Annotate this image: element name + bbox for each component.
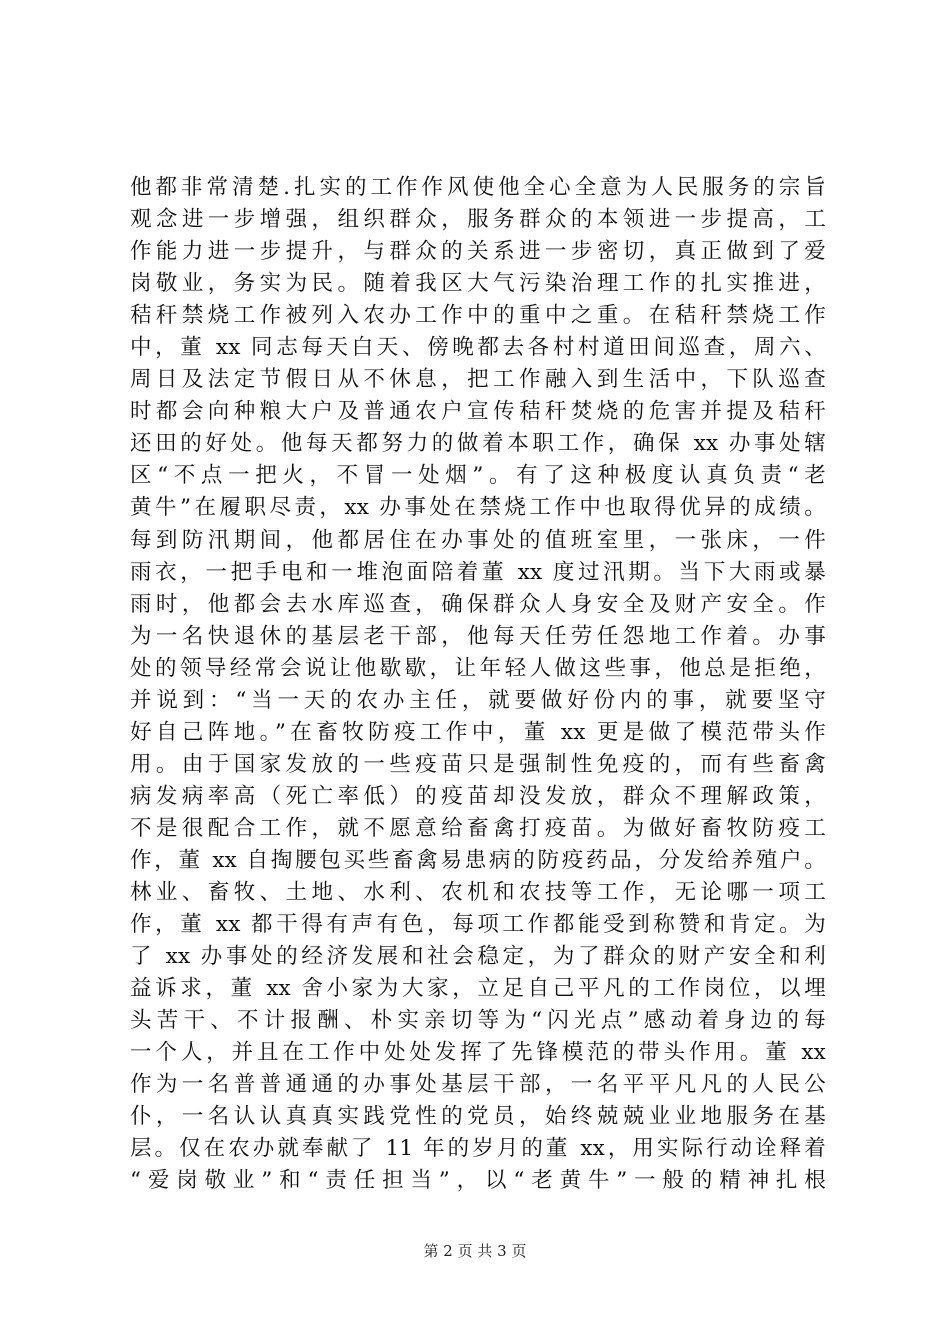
body-line: 他都非常清楚.扎实的工作作风使他全心全意为人民服务的宗旨 (130, 175, 826, 200)
body-line: 作为一名普普通通的办事处基层干部，一名平平凡凡的人民公 (130, 1072, 826, 1098)
body-line: 黄牛”在履职尽责，xx 办事处在禁烧工作中也取得优异的成绩。 (130, 495, 826, 521)
body-line: 层。仅在农办就奉献了 11 年的岁月的董 xx，用实际行动诠释着 (130, 1136, 826, 1162)
body-line: 病发病率高（死亡率低）的疫苗却没发放，群众不理解政策， (130, 783, 826, 809)
body-line: 雨衣，一把手电和一堆泡面陪着董 xx 度过汛期。当下大雨或暴 (130, 559, 826, 585)
body-line: 区“不点一把火，不冒一处烟”。有了这种极度认真负责“老 (130, 463, 826, 489)
body-line: 作能力进一步提升，与群众的关系进一步密切，真正做到了爱 (130, 239, 826, 265)
body-line: 一个人，并且在工作中处处发挥了先锋模范的带头作用。董 xx (130, 1040, 826, 1066)
body-line: 作，董 xx 自掏腰包买些畜禽易患病的防疫药品，分发给养殖户。 (130, 847, 826, 873)
body-line: 处的领导经常会说让他歇歇，让年轻人做这些事，他总是拒绝， (130, 655, 826, 681)
document-body (130, 172, 826, 1198)
body-line: 林业、畜牧、土地、水利、农机和农技等工作，无论哪一项工 (130, 880, 826, 906)
body-line: 了 xx 办事处的经济发展和社会稳定，为了群众的财产安全和利 (130, 944, 826, 970)
body-line: 周日及法定节假日从不休息，把工作融入到生活中，下队巡查 (130, 367, 826, 393)
body-line: 作，董 xx 都干得有声有色，每项工作都能受到称赞和肯定。为 (130, 912, 826, 938)
body-line: 雨时，他都会去水库巡查，确保群众人身安全及财产安全。作 (130, 591, 826, 617)
body-line: 用。由于国家发放的一些疫苗只是强制性免疫的，而有些畜禽 (130, 751, 826, 777)
body-line: “爱岗敬业”和“责任担当”，以“老黄牛”一般的精神扎根 (130, 1168, 826, 1194)
body-line: 秸秆禁烧工作被列入农办工作中的重中之重。在秸秆禁烧工作 (130, 303, 826, 329)
body-line: 岗敬业，务实为民。随着我区大气污染治理工作的扎实推进， (130, 271, 826, 297)
body-line: 并说到：“当一天的农办主任，就要做好份内的事，就要坚守 (130, 687, 826, 713)
body-line: 为一名快退休的基层老干部，他每天任劳任怨地工作着。办事 (130, 623, 826, 649)
body-line: 中，董 xx 同志每天白天、傍晚都去各村村道田间巡查，周六、 (130, 335, 826, 361)
body-line: 好自己阵地。”在畜牧防疫工作中，董 xx 更是做了模范带头作 (130, 719, 826, 745)
body-line: 每到防汛期间，他都居住在办事处的值班室里，一张床，一件 (130, 527, 826, 553)
page-footer: 第 2 页 共 3 页 (423, 1242, 527, 1260)
body-line: 仆，一名认认真真实践党性的党员，始终兢兢业业地服务在基 (130, 1104, 826, 1130)
body-line: 益诉求，董 xx 舍小家为大家，立足自己平凡的工作岗位，以埋 (130, 976, 826, 1002)
body-line: 头苦干、不计报酬、朴实亲切等为“闪光点”感动着身边的每 (130, 1008, 826, 1034)
body-line: 观念进一步增强，组织群众，服务群众的本领进一步提高，工 (130, 207, 826, 233)
body-line: 还田的好处。他每天都努力的做着本职工作，确保 xx 办事处辖 (130, 431, 826, 457)
body-line: 时都会向种粮大户及普通农户宣传秸秆焚烧的危害并提及秸秆 (130, 399, 826, 425)
body-line: 不是很配合工作，就不愿意给畜禽打疫苗。为做好畜牧防疫工 (130, 815, 826, 841)
